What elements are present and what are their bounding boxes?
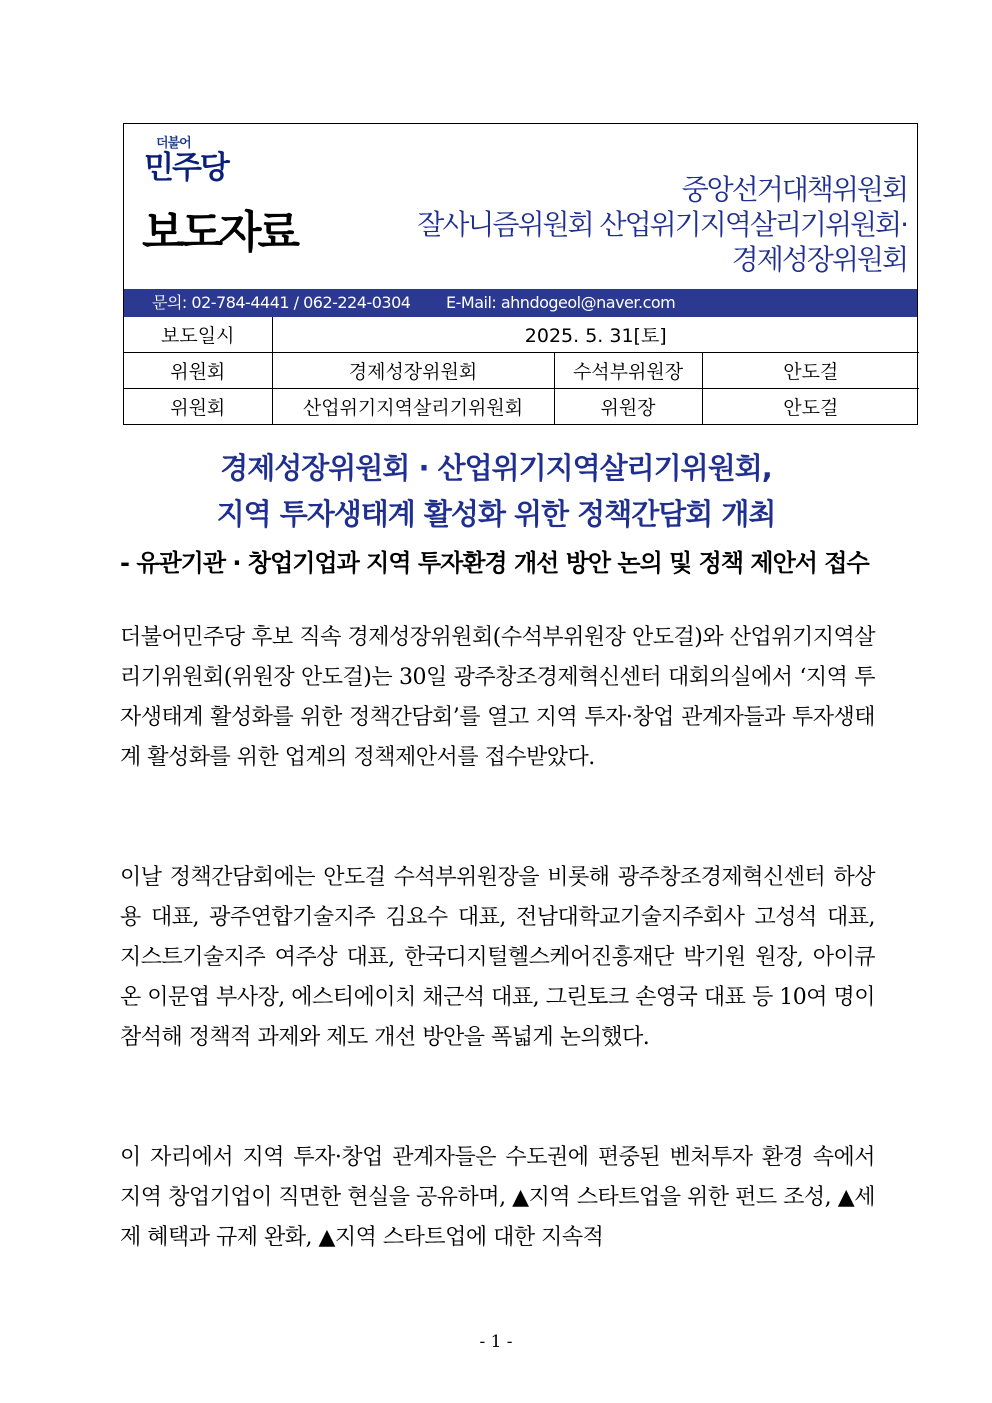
row-name: 안도걸	[702, 389, 919, 425]
table-row	[124, 353, 919, 389]
body-paragraph-2: 이날 정책간담회에는 안도걸 수석부위원장을 비롯해 광주창조경제혁신센터 하상용 대표, 광주연합기술지주 김요수 대표, 전남대학교기술지주회사 고성석 대표, 지스트기술지주 여주상 대표, 한국디지털헬스케어진흥재단 박기원 원장, 아이큐온 이문엽 부사장, 에스티에이치 채근석 대표, 그린토크 손영국 대표 등 10여 명이 참석해 정책적 과제와 제도 개선 방안을 폭넓게 논의했다.	[120, 865, 875, 1050]
headline-line-2: 지역 투자생태계 활성화 위한 정책간담회 개최	[216, 497, 776, 531]
subheadline: - 유관기관 · 창업기업과 지역 투자환경 개선 방안 논의 및 정책 제안서 접수	[120, 549, 869, 577]
press-header	[123, 123, 918, 425]
date-label: 보도일시	[124, 317, 272, 353]
row-label: 위원회	[124, 353, 272, 389]
row-committee: 경제성장위원회	[272, 353, 554, 389]
headline-line-1: 경제성장위원회 · 산업위기지역살리기위원회,	[220, 451, 772, 485]
date-row	[124, 317, 919, 353]
row-position: 수석부위원장	[554, 353, 702, 389]
committee-line-1: 중앙선거대책위원회	[681, 173, 907, 206]
committee-names	[417, 172, 907, 277]
body-paragraph-3: 이 자리에서 지역 투자·창업 관계자들은 수도권에 편중된 벤처투자 환경 속에서 지역 창업기업이 직면한 현실을 공유하며, ▲지역 스타트업을 위한 펀드 조성, ▲세제 혜택과 규제 완화, ▲지역 스타트업에 대한 지속적	[120, 1145, 875, 1250]
committee-line-2: 잘사니즘위원회 산업위기지역살리기위원회·	[417, 208, 907, 241]
page-number: - 1 -	[479, 1332, 513, 1352]
press-release-title: 보도자료	[142, 207, 297, 258]
committee-line-3: 경제성장위원회	[731, 243, 907, 276]
contact-phone: 문의: 02-784-4441 / 062-224-0304	[152, 293, 411, 312]
contact-email: E-Mail: ahndogeol@naver.com	[446, 293, 676, 312]
info-table	[124, 317, 919, 424]
body-paragraph-1: 더불어민주당 후보 직속 경제성장위원회(수석부위원장 안도걸)와 산업위기지역살리기위원회(위원장 안도걸)는 30일 광주창조경제혁신센터 대회의실에서 ‘지역 투자생태계 활성화를 위한 정책간담회’를 열고 지역 투자·창업 관계자들과 투자생태계 활성화를 위한 업계의 정책제안서를 접수받았다.	[120, 625, 875, 770]
row-position: 위원장	[554, 389, 702, 425]
table-row	[124, 389, 919, 425]
row-name: 안도걸	[702, 353, 919, 389]
date-value: 2025. 5. 31[토]	[272, 317, 919, 353]
party-logo: 민주당	[144, 150, 228, 186]
logo-small-text: 더불어	[156, 136, 191, 151]
contact-bar	[124, 289, 917, 317]
row-committee: 산업위기지역살리기위원회	[272, 389, 554, 425]
row-label: 위원회	[124, 389, 272, 425]
